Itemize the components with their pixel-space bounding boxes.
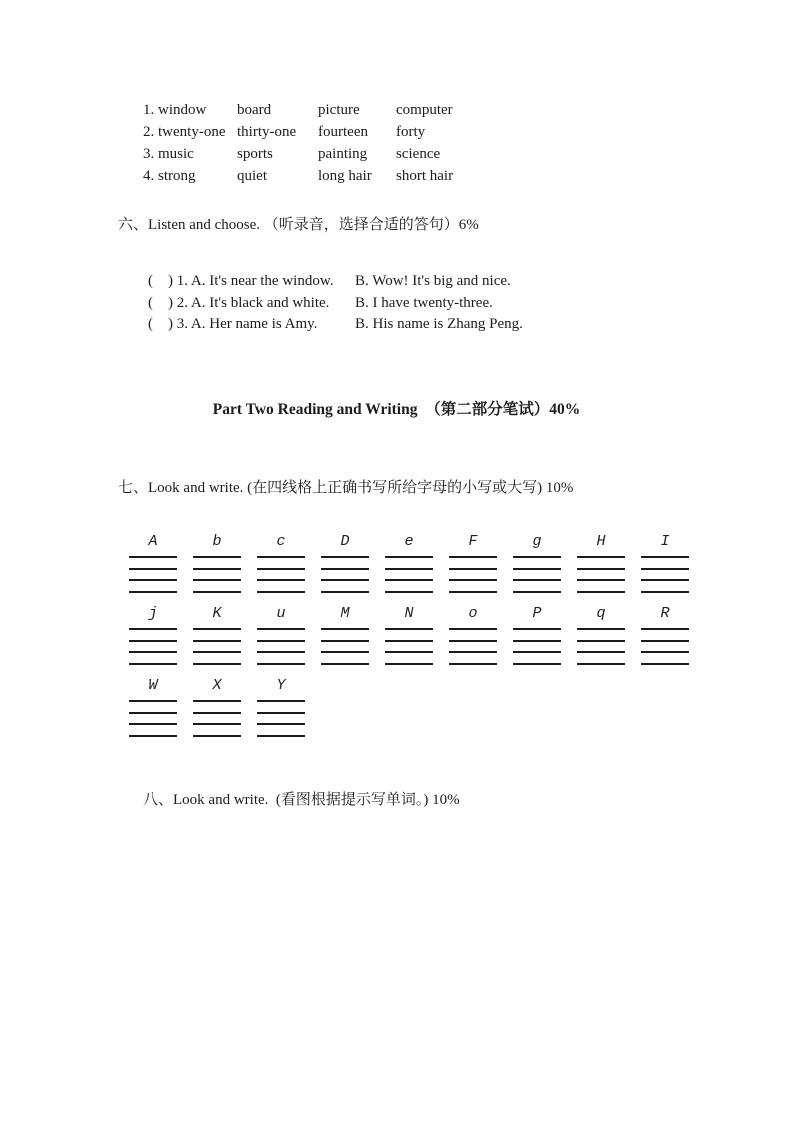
- grid-letter-label: b: [212, 533, 222, 550]
- word-item: long hair: [318, 168, 372, 184]
- grid-line: [129, 735, 177, 737]
- four-line-writing-area: [129, 700, 177, 737]
- listen-item-option-a: ( ) 1. A. It's near the window.: [148, 273, 334, 289]
- word-item: forty: [396, 124, 426, 140]
- letter-grid-cell: [193, 675, 241, 737]
- grid-line: [257, 700, 305, 702]
- four-line-writing-area: [513, 628, 561, 665]
- grid-line: [385, 651, 433, 653]
- grid-line: [321, 579, 369, 581]
- four-line-writing-area: [577, 628, 625, 665]
- letter-grid-cell: [193, 603, 241, 665]
- letter-grid-row: [129, 531, 705, 603]
- grid-line: [513, 663, 561, 665]
- four-line-writing-area: [129, 556, 177, 593]
- grid-line: [193, 735, 241, 737]
- grid-line: [129, 579, 177, 581]
- grid-letter-label: o: [468, 605, 478, 622]
- grid-line: [577, 663, 625, 665]
- grid-letter-label: F: [468, 533, 478, 550]
- word-item: 3. music: [143, 146, 194, 162]
- grid-letter-label: g: [532, 533, 542, 550]
- word-item: 1. window: [143, 102, 207, 118]
- grid-letter-label: P: [532, 605, 542, 622]
- grid-line: [193, 628, 241, 630]
- grid-line: [449, 568, 497, 570]
- letter-grid-cell: [129, 531, 177, 593]
- four-line-writing-area: [129, 628, 177, 665]
- grid-line: [257, 568, 305, 570]
- four-line-writing-area: [321, 556, 369, 593]
- grid-letter-label: H: [596, 533, 606, 550]
- letter-grid-cell: [577, 531, 625, 593]
- letter-grid-cell: [129, 603, 177, 665]
- grid-line: [321, 556, 369, 558]
- grid-line: [129, 663, 177, 665]
- letter-grid-cell: [449, 531, 497, 593]
- grid-line: [513, 579, 561, 581]
- grid-line: [385, 663, 433, 665]
- grid-line: [577, 556, 625, 558]
- word-item: short hair: [396, 168, 454, 184]
- grid-letter-label: X: [212, 677, 222, 694]
- grid-letter-label: A: [148, 533, 158, 550]
- part-two-heading: Part Two Reading and Writing （第二部分笔试）40%: [212, 401, 581, 418]
- grid-line: [577, 579, 625, 581]
- grid-line: [577, 651, 625, 653]
- grid-line: [385, 568, 433, 570]
- grid-line: [129, 723, 177, 725]
- grid-line: [129, 591, 177, 593]
- word-item: sports: [237, 146, 273, 162]
- grid-line: [193, 663, 241, 665]
- listen-item-option-b: B. His name is Zhang Peng.: [355, 316, 523, 332]
- grid-line: [193, 568, 241, 570]
- four-line-writing-area: [193, 628, 241, 665]
- grid-line: [257, 723, 305, 725]
- letter-grid-cell: [641, 603, 689, 665]
- letter-grid-cell: [321, 603, 369, 665]
- grid-letter-label: u: [276, 605, 286, 622]
- grid-line: [385, 628, 433, 630]
- grid-letter-label: c: [276, 533, 286, 550]
- listen-item-option-b: B. Wow! It's big and nice.: [355, 273, 511, 289]
- grid-letter-label: N: [404, 605, 414, 622]
- grid-line: [641, 663, 689, 665]
- word-list: [143, 99, 453, 187]
- grid-line: [641, 640, 689, 642]
- letter-grid-cell: [129, 675, 177, 737]
- grid-line: [641, 556, 689, 558]
- grid-line: [449, 556, 497, 558]
- grid-line: [641, 591, 689, 593]
- word-item: 2. twenty-one: [143, 124, 226, 140]
- grid-letter-label: j: [148, 605, 158, 622]
- grid-line: [129, 628, 177, 630]
- grid-line: [513, 556, 561, 558]
- grid-line: [257, 735, 305, 737]
- grid-letter-label: I: [660, 533, 670, 550]
- section-six-heading: 六、Listen and choose. （听录音，选择合适的答句）6%: [118, 217, 479, 233]
- grid-line: [129, 651, 177, 653]
- word-list-row: [143, 165, 453, 187]
- word-list-row: [143, 121, 453, 143]
- grid-line: [449, 628, 497, 630]
- grid-letter-label: D: [340, 533, 350, 550]
- four-line-writing-area: [257, 700, 305, 737]
- listen-item: [148, 293, 523, 315]
- grid-line: [449, 663, 497, 665]
- listen-item: [148, 271, 523, 293]
- grid-letter-label: R: [660, 605, 670, 622]
- word-item: computer: [396, 102, 453, 118]
- four-line-writing-area: [641, 628, 689, 665]
- grid-line: [193, 712, 241, 714]
- grid-line: [449, 640, 497, 642]
- grid-line: [513, 651, 561, 653]
- word-list-row: [143, 99, 453, 121]
- word-item: fourteen: [318, 124, 368, 140]
- word-list-row: [143, 143, 453, 165]
- word-item: 4. strong: [143, 168, 196, 184]
- grid-line: [513, 640, 561, 642]
- grid-line: [129, 640, 177, 642]
- grid-line: [321, 640, 369, 642]
- four-line-writing-area: [321, 628, 369, 665]
- grid-line: [193, 700, 241, 702]
- grid-line: [641, 651, 689, 653]
- letter-grid-cell: [513, 603, 561, 665]
- grid-line: [385, 640, 433, 642]
- word-item: picture: [318, 102, 360, 118]
- word-item: board: [237, 102, 272, 118]
- grid-line: [577, 640, 625, 642]
- grid-letter-label: Y: [276, 677, 286, 694]
- grid-letter-label: M: [340, 605, 350, 622]
- grid-line: [321, 628, 369, 630]
- grid-line: [257, 651, 305, 653]
- grid-line: [257, 640, 305, 642]
- grid-line: [449, 579, 497, 581]
- letter-grid-row: [129, 603, 705, 675]
- listen-item-option-a: ( ) 3. A. Her name is Amy.: [148, 316, 318, 332]
- four-line-writing-area: [577, 556, 625, 593]
- grid-line: [449, 651, 497, 653]
- grid-line: [129, 712, 177, 714]
- letter-writing-grids: [129, 531, 705, 747]
- letter-grid-cell: [193, 531, 241, 593]
- grid-line: [257, 556, 305, 558]
- listen-choose-items: [148, 271, 523, 336]
- grid-line: [257, 628, 305, 630]
- four-line-writing-area: [641, 556, 689, 593]
- grid-line: [193, 640, 241, 642]
- grid-line: [193, 591, 241, 593]
- grid-letter-label: K: [212, 605, 222, 622]
- four-line-writing-area: [385, 556, 433, 593]
- grid-line: [385, 579, 433, 581]
- grid-letter-label: e: [404, 533, 414, 550]
- letter-grid-cell: [513, 531, 561, 593]
- grid-line: [193, 723, 241, 725]
- word-item: thirty-one: [237, 124, 297, 140]
- four-line-writing-area: [257, 556, 305, 593]
- letter-grid-cell: [385, 603, 433, 665]
- grid-line: [577, 591, 625, 593]
- four-line-writing-area: [257, 628, 305, 665]
- grid-line: [577, 628, 625, 630]
- grid-line: [193, 556, 241, 558]
- grid-line: [257, 663, 305, 665]
- grid-letter-label: q: [596, 605, 606, 622]
- letter-grid-cell: [385, 531, 433, 593]
- listen-item-option-b: B. I have twenty-three.: [355, 294, 493, 311]
- letter-grid-row: [129, 675, 705, 747]
- grid-line: [641, 579, 689, 581]
- grid-letter-label: W: [148, 677, 158, 694]
- grid-line: [385, 591, 433, 593]
- grid-line: [513, 628, 561, 630]
- grid-line: [321, 568, 369, 570]
- word-item: science: [396, 146, 441, 162]
- grid-line: [641, 628, 689, 630]
- word-item: quiet: [237, 168, 267, 184]
- four-line-writing-area: [193, 700, 241, 737]
- listen-item-option-a: ( ) 2. A. It's black and white.: [148, 294, 330, 311]
- grid-line: [129, 700, 177, 702]
- grid-line: [577, 568, 625, 570]
- four-line-writing-area: [513, 556, 561, 593]
- four-line-writing-area: [193, 556, 241, 593]
- grid-line: [129, 568, 177, 570]
- letter-grid-cell: [257, 531, 305, 593]
- grid-line: [513, 568, 561, 570]
- letter-grid-cell: [321, 531, 369, 593]
- letter-grid-cell: [449, 603, 497, 665]
- section-eight-heading: 八、Look and write. (看图根据提示写单词。) 10%: [143, 792, 460, 808]
- grid-line: [321, 591, 369, 593]
- word-item: painting: [318, 146, 368, 162]
- grid-line: [321, 651, 369, 653]
- letter-grid-cell: [641, 531, 689, 593]
- grid-line: [321, 663, 369, 665]
- grid-line: [257, 579, 305, 581]
- listen-item: [148, 314, 523, 336]
- letter-grid-cell: [577, 603, 625, 665]
- grid-line: [257, 712, 305, 714]
- grid-line: [513, 591, 561, 593]
- four-line-writing-area: [449, 628, 497, 665]
- four-line-writing-area: [449, 556, 497, 593]
- grid-line: [193, 579, 241, 581]
- grid-line: [129, 556, 177, 558]
- grid-line: [257, 591, 305, 593]
- letter-grid-cell: [257, 675, 305, 737]
- grid-line: [193, 651, 241, 653]
- letter-grid-cell: [257, 603, 305, 665]
- grid-line: [641, 568, 689, 570]
- grid-line: [385, 556, 433, 558]
- four-line-writing-area: [385, 628, 433, 665]
- grid-line: [449, 591, 497, 593]
- section-seven-heading: 七、Look and write. (在四线格上正确书写所给字母的小写或大写) 10%: [118, 480, 574, 496]
